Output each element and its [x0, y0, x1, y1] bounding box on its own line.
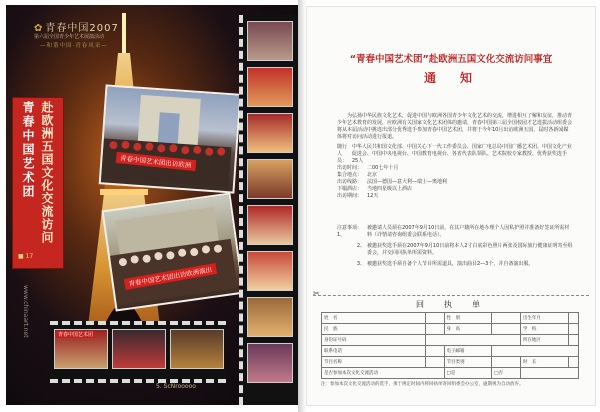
notice-title: “青春中国艺术团”赴欧洲五国文化交流访问事宜	[349, 54, 553, 65]
note-item	[337, 261, 573, 268]
right-filmstrip	[239, 15, 298, 405]
info-row	[337, 179, 573, 186]
table-cell: 民 族	[322, 324, 426, 335]
table-row	[322, 324, 579, 335]
info-row	[337, 186, 573, 193]
page-marker: ■ 17	[18, 253, 34, 260]
info-value: 12天	[367, 193, 379, 199]
table-cell: 所在地区	[520, 335, 568, 346]
panel-subtitle: 赴欧洲五国文化交流访问	[40, 101, 54, 244]
panel-title: 青春中国艺术团	[21, 101, 35, 199]
cut-line	[313, 295, 589, 296]
info-key: 集合地点：	[337, 172, 363, 178]
note-number: 2、	[356, 243, 365, 249]
table-cell: 联系电话	[322, 346, 426, 357]
table-cell: 学 校	[520, 324, 568, 335]
film-frame	[247, 343, 293, 383]
note-text: 被邀请人员须在2007年9月10日前，在其户籍所在地办理个人因私护照并准备好签证所需材料（详情请咨询组委会联系电话）。	[367, 225, 570, 238]
film-frame	[247, 251, 293, 291]
film-frame	[247, 113, 293, 153]
brand-logo: ✿ 青春中国2007	[34, 23, 119, 34]
film-frame	[247, 297, 293, 337]
note-number: 3、	[356, 261, 365, 267]
table-cell: 出生年月	[520, 313, 568, 324]
form-field[interactable]	[520, 368, 578, 379]
no-checkbox[interactable]: □否	[492, 368, 521, 379]
note-text: 被邀获奖选手须自备个人节目所需道具，演出曲目2—3个，并自备演出服。	[367, 261, 534, 267]
table-row	[322, 335, 579, 346]
arc-illustration	[101, 87, 235, 188]
info-row	[337, 144, 573, 165]
group-banner-2: 青春中国艺术团出访欧洲演出	[124, 263, 217, 290]
info-row	[337, 165, 573, 172]
info-value: 北京	[367, 172, 378, 178]
form-field[interactable]	[568, 313, 578, 324]
form-field[interactable]	[425, 313, 444, 324]
info-key: 出访线路：	[337, 179, 363, 185]
form-field[interactable]	[492, 357, 521, 368]
ad-text: 5. ScNrooooo	[156, 383, 196, 390]
table-cell: 身 高	[444, 324, 492, 335]
info-value: 二00七年十月	[367, 165, 399, 171]
palace-illustration	[104, 195, 238, 305]
table-cell: 是否参加本次文化交流活动	[322, 368, 445, 379]
info-value: 当地四星级以上酒店	[367, 186, 413, 192]
table-cell: 姓 名	[322, 313, 426, 324]
info-value: 中华人民共和国文化部、中国关心下一代工作委员会、国家广电总局中国广播艺术团、中国文化产业促进会、中国中央电视台、中国教育电视台、各省代表队领队、艺术院校专家教授、优秀获奖选手25人	[351, 144, 572, 164]
arc-de-triomphe-group-photo	[99, 84, 242, 193]
info-key: 下榻酒店：	[337, 186, 363, 192]
group-banner-1: 青春中国艺术团出访欧洲	[116, 152, 196, 171]
table-cell: 时 长	[520, 357, 568, 368]
note-item	[337, 243, 573, 257]
website-url: www.chinaart.net	[22, 285, 29, 338]
scissors-icon: ✂	[313, 289, 320, 298]
brand-name: 青春中国2007	[45, 23, 119, 34]
info-row	[337, 172, 573, 179]
table-cell: 身份证号码	[322, 335, 426, 346]
brochure-left-page	[6, 5, 298, 405]
receipt-footnote: 注：参加本次文化交流活动的选手，须于规定时间内将回执单寄回组委会办公室，逾期视为自动放弃。	[321, 382, 524, 387]
table-row	[322, 357, 579, 368]
form-field[interactable]	[425, 335, 520, 346]
table-cell: 电子邮箱	[444, 346, 492, 357]
notice-right-page	[306, 6, 596, 406]
film-frame	[247, 67, 293, 107]
yes-checkbox[interactable]: □是	[444, 368, 492, 379]
table-row	[322, 368, 579, 379]
notice-body	[337, 113, 573, 200]
receipt-form	[321, 312, 579, 379]
film-frame	[247, 21, 293, 61]
form-field[interactable]	[425, 357, 444, 368]
film-frame	[170, 329, 224, 369]
bottom-filmstrip	[50, 321, 226, 383]
brand-slogan: —和谐中国·青春风采—	[40, 43, 108, 49]
form-field[interactable]	[568, 357, 578, 368]
form-field[interactable]	[492, 313, 521, 324]
form-field[interactable]	[425, 324, 444, 335]
info-row	[337, 193, 573, 200]
table-cell: 节目名称	[322, 357, 426, 368]
note-item	[337, 225, 573, 239]
note-text: 被邀获奖选手须在2007年9月10日前将本人2寸白底彩色照片两张及国际旅行健康证明寄至组委会，并交回回执单所需资料。	[367, 243, 573, 256]
film-frame	[247, 159, 293, 199]
filmstrip-label: 青春中国艺术团	[58, 332, 94, 338]
notice-heading: 通 知	[423, 71, 478, 85]
page-gutter	[298, 0, 306, 412]
receipt-title: 回 执 单	[416, 300, 486, 309]
film-frame	[247, 205, 293, 245]
palace-group-photo	[102, 192, 245, 311]
table-cell: 性 别	[444, 313, 492, 324]
film-frame	[112, 329, 166, 369]
form-field[interactable]	[492, 324, 521, 335]
table-row	[322, 313, 579, 324]
info-key: 出访时间：	[337, 165, 363, 171]
brand-subtitle: 第六届全国青少年艺术展演活动	[34, 34, 105, 40]
info-value: 法国—德国—意大利—瑞士—奥地利	[367, 179, 448, 185]
info-key: 随行人员：	[337, 144, 348, 164]
table-row	[322, 346, 579, 357]
notes-section	[337, 225, 573, 272]
intro-paragraph: 为弘扬中华民族文化艺术，促进中国与欧洲各国青少年文化艺术的交流，增进相互了解和友谊，推动青少年艺术教育的发展，应欧洲有关国家文化艺术团体的邀请，青春中国第三届全国校园才艺选拔活动组委会将从本届活动中挑选出部分优秀选手参加青春中国艺术团，并将于今年10月出访欧洲五国，届时各新闻媒体将对访问活动进行报道。	[337, 113, 573, 140]
table-cell: 节目类别	[444, 357, 492, 368]
form-field[interactable]	[425, 346, 444, 357]
form-field[interactable]	[492, 346, 579, 357]
form-field[interactable]	[568, 324, 578, 335]
info-key: 出访期间：	[337, 193, 363, 199]
note-number: 注意事项：1、	[337, 225, 363, 238]
form-field[interactable]	[568, 335, 578, 346]
